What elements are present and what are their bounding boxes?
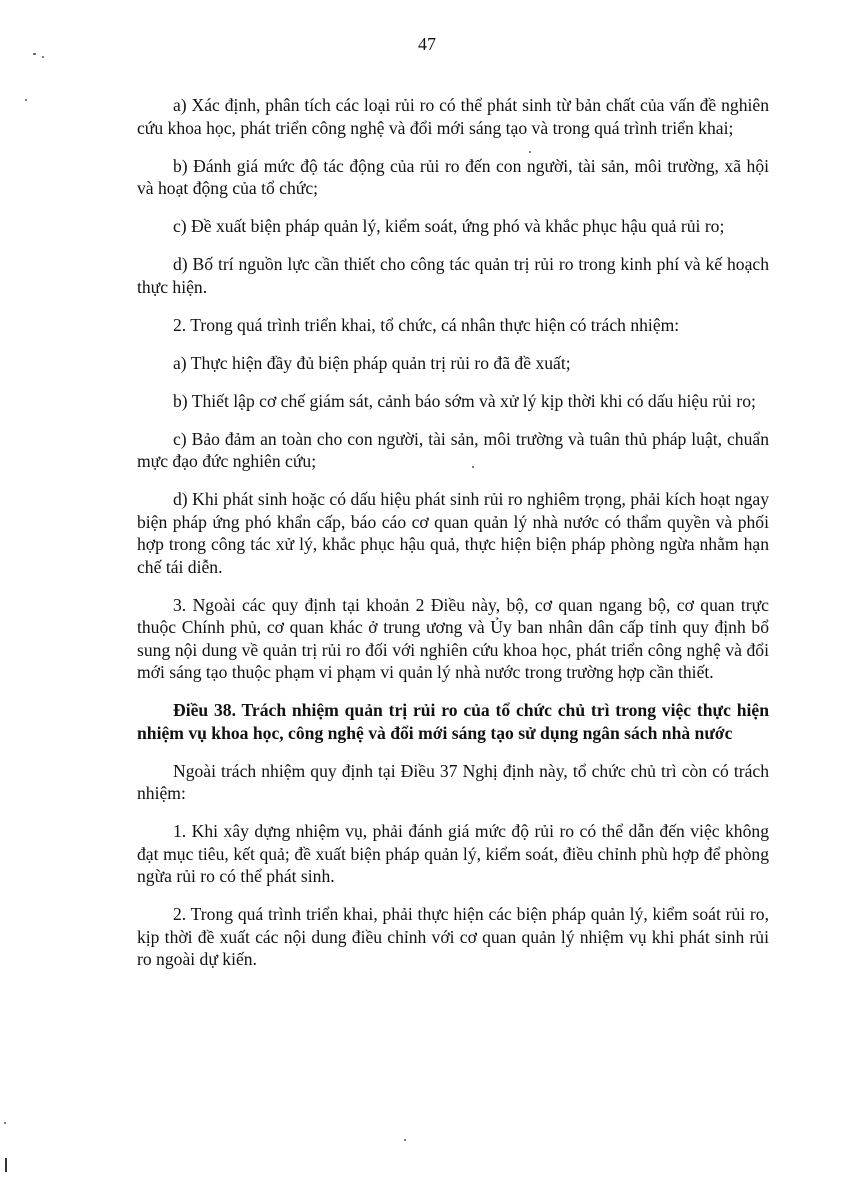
paragraph-2d: d) Khi phát sinh hoặc có dấu hiệu phát sinh rủi ro nghiêm trọng, phải kích hoạt ngay biện pháp ứng phó khẩn cấp, báo cáo cơ quan quản lý nhà nước có thẩm quyền và phối hợp trong công tác xử lý, khắc phục hậu quả, thực hiện biện pháp phòng ngừa nhằm hạn chế tái diễn. [137, 489, 769, 577]
paragraph-2c: c) Bảo đảm an toàn cho con người, tài sản, môi trường và tuân thủ pháp luật, chuẩn mực đạo đức nghiên cứu; [137, 428, 769, 471]
paragraph-clause-2: 2. Trong quá trình triển khai, tổ chức, cá nhân thực hiện có trách nhiệm: [173, 314, 680, 335]
scan-speck [33, 53, 36, 55]
document-body [137, 94, 769, 986]
scan-speck [404, 1139, 406, 1141]
paragraph-2b: b) Thiết lập cơ chế giám sát, cảnh báo sớm và xử lý kịp thời khi có dấu hiệu rủi ro; [173, 390, 756, 411]
paragraph-1c: c) Đề xuất biện pháp quản lý, kiểm soát, ứng phó và khắc phục hậu quả rủi ro; [173, 216, 725, 236]
article-38-intro: Ngoài trách nhiệm quy định tại Điều 37 Nghị định này, tổ chức chủ trì còn có trách nhiệm: [137, 760, 769, 803]
article-38-clause-1: 1. Khi xây dựng nhiệm vụ, phải đánh giá mức độ rủi ro có thể dẫn đến việc không đạt mục tiêu, kết quả; đề xuất biện pháp quản lý, kiểm soát, điều chỉnh phù hợp để phòng ngừa rủi ro có thể phát sinh. [137, 821, 769, 886]
article-38-clause-2: 2. Trong quá trình triển khai, phải thực hiện các biện pháp quản lý, kiểm soát rủi ro, kịp thời đề xuất các nội dung điều chỉnh với cơ quan quản lý nhiệm vụ khi phát sinh rủi ro ngoài dự kiến. [137, 904, 769, 969]
page-number: 47 [418, 34, 436, 54]
article-38-heading: Điều 38. Trách nhiệm quản trị rủi ro của tổ chức chủ trì trong việc thực hiện nhiệm vụ khoa học, công nghệ và đổi mới sáng tạo sử dụng ngân sách nhà nước [137, 700, 769, 743]
scan-speck [42, 56, 44, 58]
paragraph-2a: a) Thực hiện đầy đủ biện pháp quản trị rủi ro đã đề xuất; [173, 352, 571, 373]
scan-speck [4, 1122, 6, 1124]
scan-speck [472, 466, 474, 468]
paragraph-1a: a) Xác định, phân tích các loại rủi ro có thể phát sinh từ bản chất của vấn đề nghiên cứu khoa học, phát triển công nghệ và đổi mới sáng tạo và trong quá trình triển khai; [137, 95, 769, 138]
paragraph-1b: b) Đánh giá mức độ tác động của rủi ro đến con người, tài sản, môi trường, xã hội và hoạt động của tổ chức; [137, 155, 769, 198]
scan-margin-mark [5, 1158, 7, 1172]
paragraph-clause-3: 3. Ngoài các quy định tại khoản 2 Điều này, bộ, cơ quan ngang bộ, cơ quan trực thuộc Chính phủ, cơ quan khác ở trung ương và Ủy ban nhân dân cấp tỉnh quy định bổ sung nội dung về quản trị rủi ro đối với nghiên cứu khoa học, phát triển công nghệ và đổi mới sáng tạo thuộc phạm vi phạm vi quản lý nhà nước trong trường hợp cần thiết. [137, 594, 769, 682]
paragraph-1d: d) Bố trí nguồn lực cần thiết cho công tác quản trị rủi ro trong kinh phí và kế hoạch thực hiện. [137, 254, 769, 297]
scan-speck [25, 99, 27, 101]
scan-speck [529, 151, 531, 153]
